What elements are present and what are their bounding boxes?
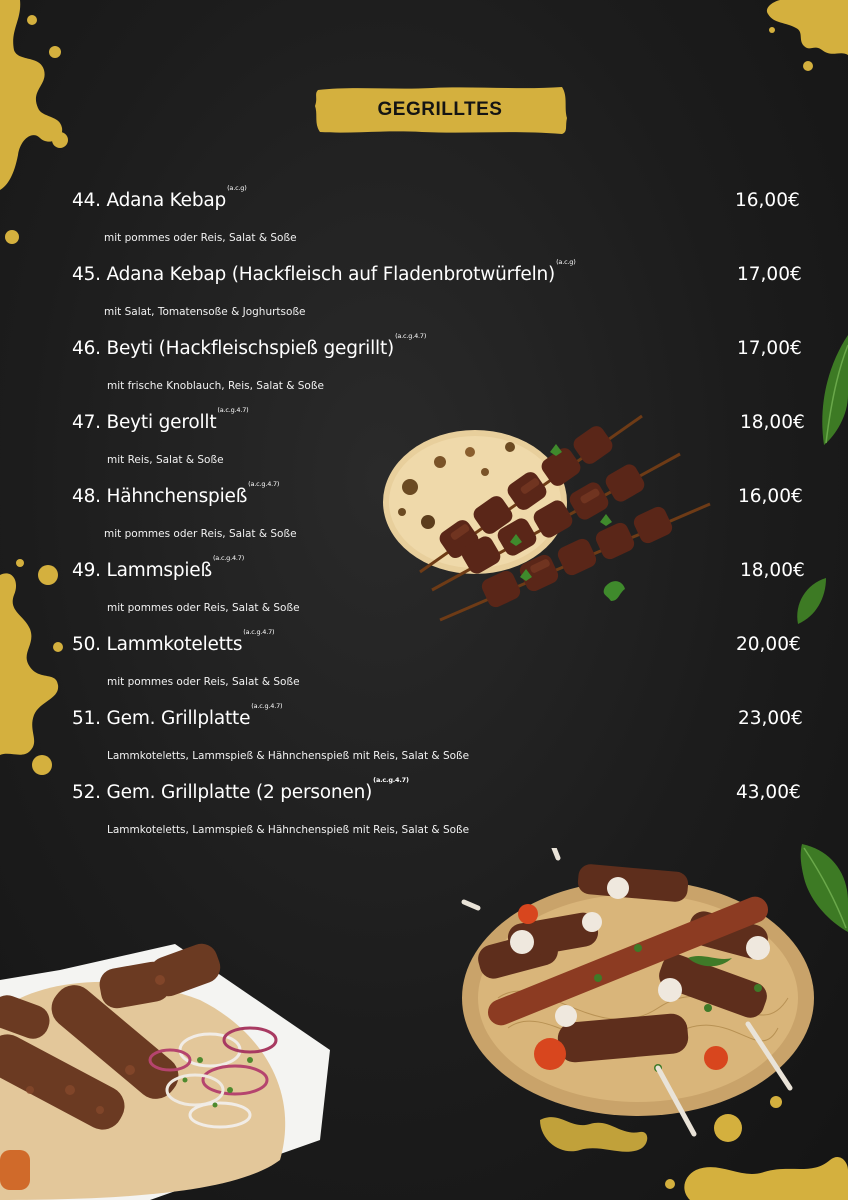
allergen-codes: (a.c.g.4.7)	[395, 332, 427, 340]
adana-kebab-plate-with-onions-icon	[0, 940, 340, 1200]
item-name: 48. Hähnchenspieß$^{(a.c.g.4.7)}$	[72, 480, 280, 507]
item-price: 17,00€	[737, 264, 802, 285]
bay-leaf-icon	[794, 576, 828, 626]
item-name: 46. Beyti (Hackfleischspieß gegrillt)$^{(a.c.g.4.7)}$	[72, 332, 427, 359]
allergen-codes: (a.c.g)	[556, 258, 576, 266]
page-title: GEGRILLTES	[377, 99, 503, 120]
item-price: 18,00€	[740, 560, 805, 581]
item-price: 23,00€	[738, 708, 803, 729]
allergen-codes: (a.c.g.4.7)	[373, 776, 409, 784]
item-description: mit Reis, Salat & Soße	[107, 454, 224, 466]
item-price: 18,00€	[740, 412, 805, 433]
item-name: 44. Adana Kebap$^{(a.c.g)}$	[72, 184, 247, 211]
allergen-codes: (a.c.g.4.7)	[251, 702, 283, 710]
allergen-codes: (a.c.g)	[227, 184, 247, 192]
item-name: 49. Lammspieß$^{(a.c.g.4.7)}$	[72, 554, 245, 581]
item-description: mit pommes oder Reis, Salat & Soße	[104, 232, 297, 244]
item-name: 52. Gem. Grillplatte (2 personen)$^{(a.c.g.4.7)}$	[72, 776, 409, 803]
item-description: mit pommes oder Reis, Salat & Soße	[107, 602, 300, 614]
item-description: Lammkoteletts, Lammspieß & Hähnchenspieß mit Reis, Salat & Soße	[107, 750, 470, 762]
item-description: mit pommes oder Reis, Salat & Soße	[104, 528, 297, 540]
allergen-codes: (a.c.g.4.7)	[248, 480, 280, 488]
item-price: 16,00€	[735, 190, 800, 211]
item-description: Lammkoteletts, Lammspieß & Hähnchenspieß mit Reis, Salat & Soße	[107, 824, 470, 836]
allergen-codes: (a.c.g.4.7)	[243, 628, 275, 636]
item-name: 45. Adana Kebap (Hackfleisch auf Fladenbrotwürfeln)$^{(a.c.g)}$	[72, 258, 576, 285]
allergen-codes: (a.c.g.4.7)	[217, 406, 249, 414]
item-name: 51. Gem. Grillplatte$^{(a.c.g.4.7)}$	[72, 702, 283, 729]
paint-splash-top-right	[760, 0, 848, 80]
bay-leaf-icon	[818, 335, 848, 455]
item-price: 20,00€	[736, 634, 801, 655]
item-description: mit Salat, Tomatensoße & Joghurtsoße	[104, 306, 306, 318]
section-title-banner	[312, 84, 568, 136]
allergen-codes: (a.c.g.4.7)	[212, 554, 245, 562]
item-description: mit frische Knoblauch, Reis, Salat & Soße	[107, 380, 324, 392]
item-description: mit pommes oder Reis, Salat & Soße	[107, 676, 300, 688]
item-name: 50. Lammkoteletts$^{(a.c.g.4.7)}$	[72, 628, 275, 655]
item-price: 16,00€	[738, 486, 803, 507]
item-name: 47. Beyti gerollt$^{(a.c.g.4.7)}$	[72, 406, 249, 433]
item-price: 17,00€	[737, 338, 802, 359]
item-price: 43,00€	[736, 782, 801, 803]
paint-splash-top-left	[0, 0, 80, 250]
lamb-skewers-on-flatbread-icon	[380, 412, 720, 627]
mixed-grill-platter-icon	[458, 848, 830, 1148]
paint-splash-left-middle	[0, 555, 70, 780]
